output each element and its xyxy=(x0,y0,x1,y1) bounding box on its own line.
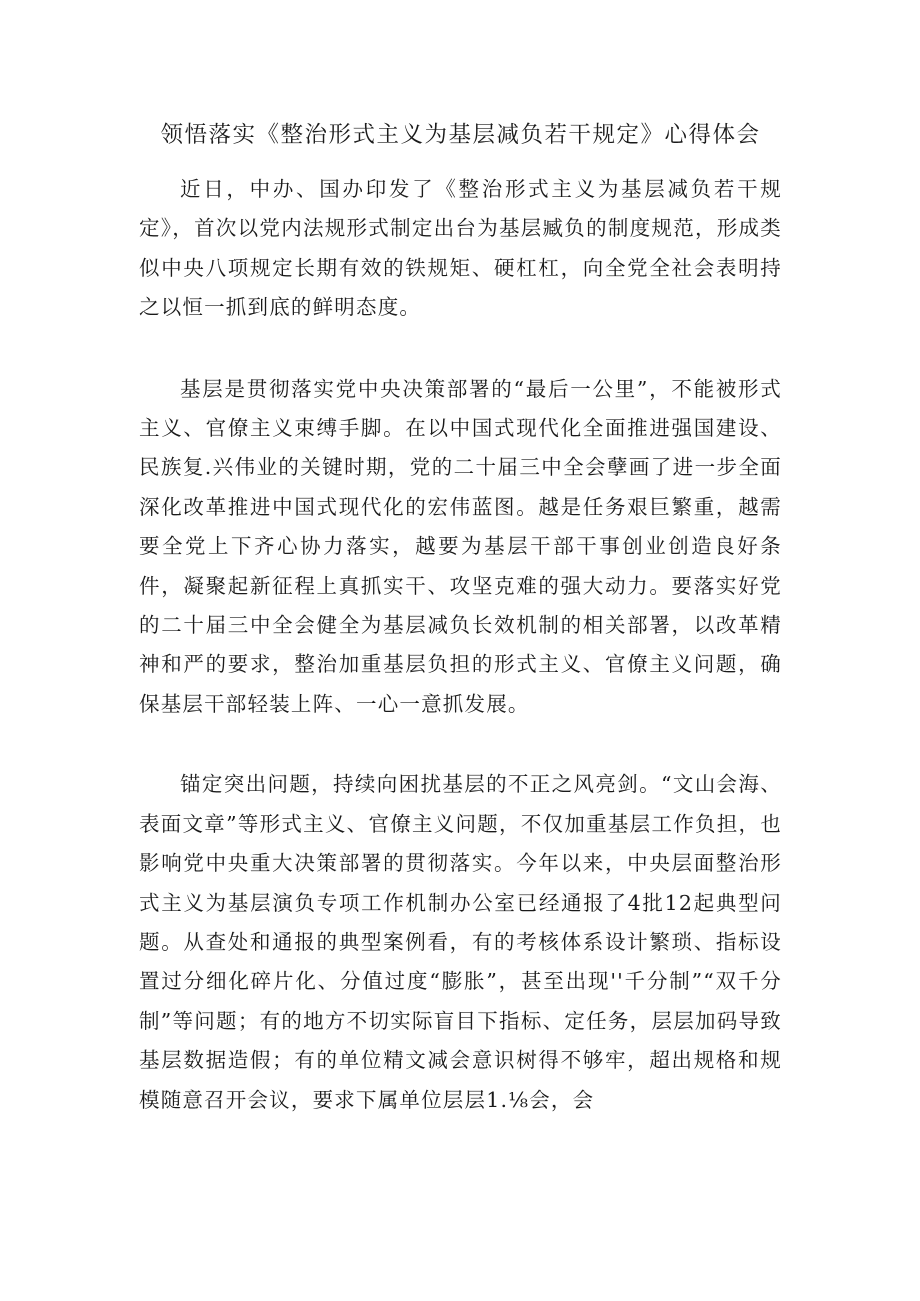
paragraph-intro: 近日，中办、国办印发了《整治形式主义为基层减负若干规定》，首次以党内法规形式制定出台为基层臧负的制度规范，形成类似中央八项规定长期有效的铁规矩、硬杠杠，向全党全社会表明持之以恒一抓到底的鲜明态度。 xyxy=(139,177,782,320)
document-title: 领悟落实《整治形式主义为基层减负若干规定》心得体会 xyxy=(160,122,761,148)
paragraph-grassroots: 基层是贯彻落实党中央决策部署的“最后一公里”，不能被形式主义、官僚主义束缚手脚。在以中国式现代化全面推进强国建设、民族复.兴伟业的关键时期，党的二十届三中全会孽画了进一步全面深化改革推进中国式现代化的宏伟蓝图。越是任务艰巨繁重，越需要全党上下齐心协力落实，越要为基层干部干事创业创造良好条件，凝聚起新征程上真抓实干、攻坚克难的强大动力。要落实好党的二十届三中全会健全为基层减负长效机制的相关部署，以改革精神和严的要求，整治加重基层负担的形式主义、官僚主义问题，确保基层干部轻装上阵、一心一意抓发展。 xyxy=(139,376,782,716)
paragraph-problems: 锚定突出问题，持续向困扰基层的不正之风亮剑。“文山会海、表面文章”等形式主义、官僚主义问题，不仅加重基层工作负担，也影响党中央重大决策部署的贯彻落实。今年以来，中央层面整治形式主义为基层演负专项工作机制办公室已经通报了4批12起典型问题。从查处和通报的典型案例看，有的考核体系设计繁琐、指标设置过分细化碎片化、分值过度“膨胀”，甚至出现''千分制”“双千分制”等问题；有的地方不切实际盲目下指标、定任务，层层加码导致基层数据造假；有的单位精文减会意识树得不够牢，超出规格和规模随意召开会议，要求下属单位层层1.⅛会，会 xyxy=(139,772,782,1112)
